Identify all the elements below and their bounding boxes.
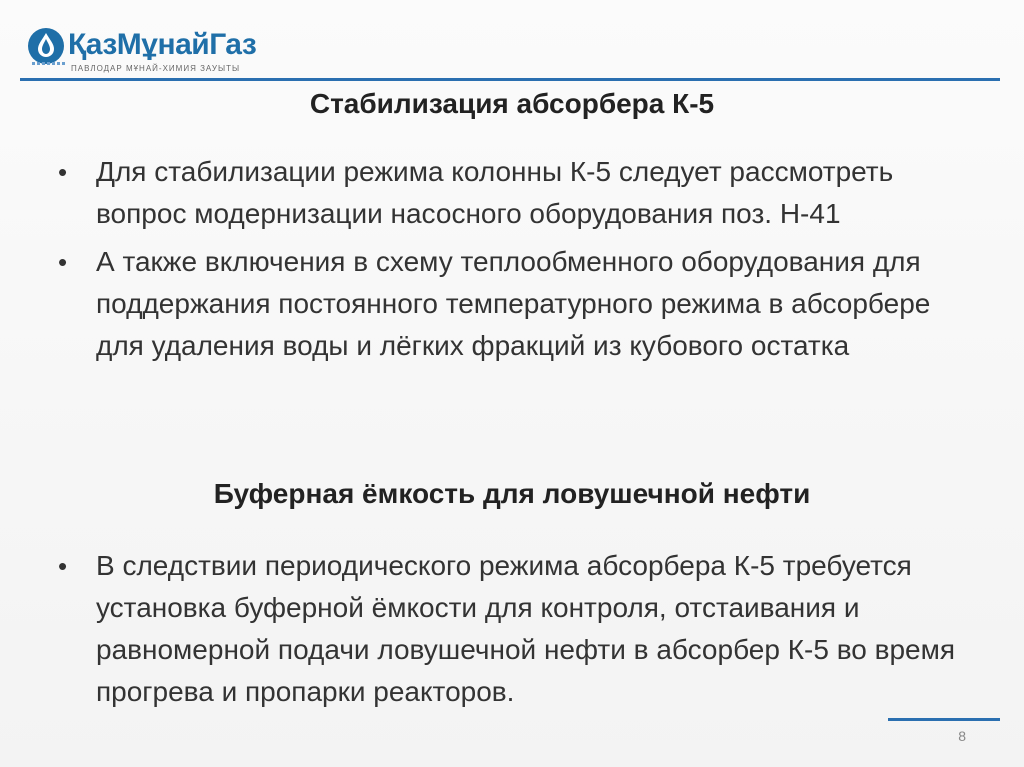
page-number: 8: [958, 728, 966, 744]
list-item: [50, 545, 964, 713]
list-item: [50, 151, 964, 235]
bullet-text: В следствии периодического режима абсорбера К-5 требуется установка буферной ёмкости для контроля, отстаивания и равномерной подачи ловушечной нефти в абсорбер К-5 во время прогрева и пропарки реакторов.: [96, 550, 956, 707]
company-logo: [22, 18, 257, 82]
list-item: [50, 241, 964, 367]
bullet-icon: •: [58, 551, 68, 581]
bullet-list-stabilization: [50, 151, 964, 367]
logo-subtitle: ПАВЛОДАР МҰНАЙ-ХИМИЯ ЗАУЫТЫ: [71, 64, 241, 73]
section-title-stabilization: Стабилизация абсорбера К-5: [309, 88, 715, 119]
section-title-buffer-tank: Буферная ёмкость для ловушечной нефти: [213, 478, 811, 509]
bullet-icon: •: [58, 247, 68, 277]
logo-drop-icon: [22, 20, 74, 72]
footer-divider: [888, 718, 1000, 721]
bullet-text: А также включения в схему теплообменного оборудования для поддержания постоянного температурного режима в абсорбере для удаления воды и лёгких фракций из кубового остатка: [96, 246, 931, 361]
logo-wordmark: ҚазМұнайГаз: [68, 28, 257, 61]
bullet-text: Для стабилизации режима колонны К-5 следует рассмотреть вопрос модернизации насосного оборудования поз. Н-41: [96, 156, 894, 229]
bullet-list-buffer-tank: [50, 545, 964, 713]
header-divider: [20, 78, 1000, 81]
bullet-icon: •: [58, 157, 68, 187]
